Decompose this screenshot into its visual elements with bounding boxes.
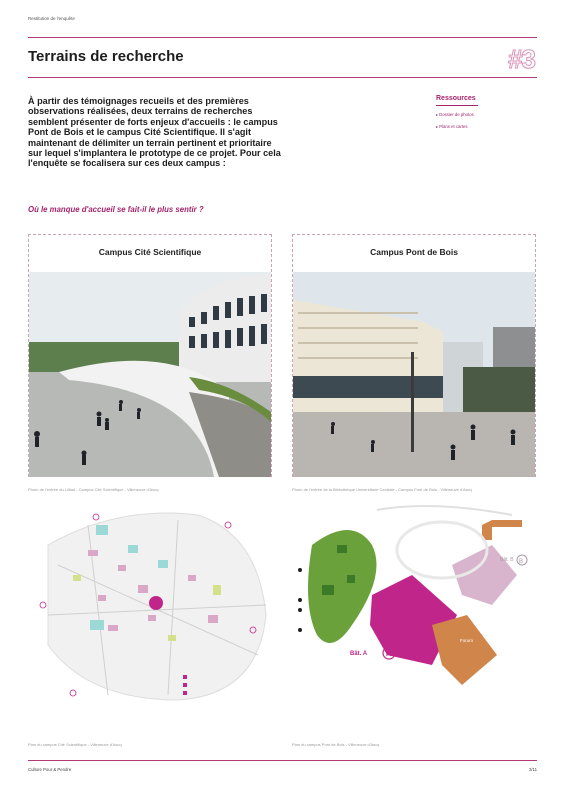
photo-caption-cite: Photo de l'entrée du Lilliad - Campus Cité Scientifique - Villeneuve d'Ascq (28, 487, 159, 492)
map-caption-cite: Plan du campus Cité Scientifique - Villeneuve d'Ascq (28, 742, 122, 747)
research-question: Où le manque d'accueil se fait-il le plus sentir ? (28, 205, 204, 214)
svg-text:A: A (386, 651, 392, 658)
intro-paragraph: À partir des témoignages recueils et des premières observations réalisées, deux terrains de recherches semblent présenter de forts enjeux d'accueils : le campus Pont de Bois et le campus Cité Scientifique. Il s'agit maintenant de délimiter un terrain pertinent et prioritaire sur lequel s'implantera le prototype de ce projet. Pour cela l'enquête se focalisera sur ces deux campus : (28, 96, 281, 169)
photo-lilliad (29, 272, 271, 477)
document-header: Restitution de l'enquête (28, 16, 75, 21)
section-title: Terrains de recherche (28, 48, 184, 65)
map-caption-pontdebois: Plan du campus Pont de Bois - Villeneuve d'Ascq (292, 742, 380, 747)
campus-name-pontdebois: Campus Pont de Bois (370, 247, 458, 257)
campus-name-cite: Campus Cité Scientifique (98, 247, 202, 257)
resources-box (436, 95, 546, 136)
resources-title: Ressources (436, 95, 476, 102)
resource-link-maps[interactable]: ▸ Plans et cartes (436, 124, 546, 129)
svg-text:B: B (519, 559, 524, 565)
footer-rule (28, 760, 537, 761)
top-rule (28, 37, 537, 38)
footer-left: Culture Pour & Pendre (28, 767, 72, 772)
resource-link-photos[interactable]: ▸ Dossier de photos (436, 112, 546, 117)
map-cite-scientifique (28, 505, 272, 705)
map-label-forum: Forum (460, 638, 474, 643)
map-label-bat-a: Bât. A (350, 651, 368, 657)
map-label-bat-b: Bât. B (500, 557, 514, 563)
title-rule (28, 77, 537, 78)
section-number: #3 (508, 44, 535, 74)
photo-caption-pontdebois: Photo de l'entrée de la Bibliothèque Universitaire Centrale - Campus Pont de Bois - Villeneuve d'Ascq (292, 487, 472, 492)
resources-underline (436, 105, 478, 106)
map-pont-de-bois (292, 505, 536, 705)
photo-bu-centrale (293, 272, 535, 477)
page-number: 3/11 (528, 767, 537, 772)
